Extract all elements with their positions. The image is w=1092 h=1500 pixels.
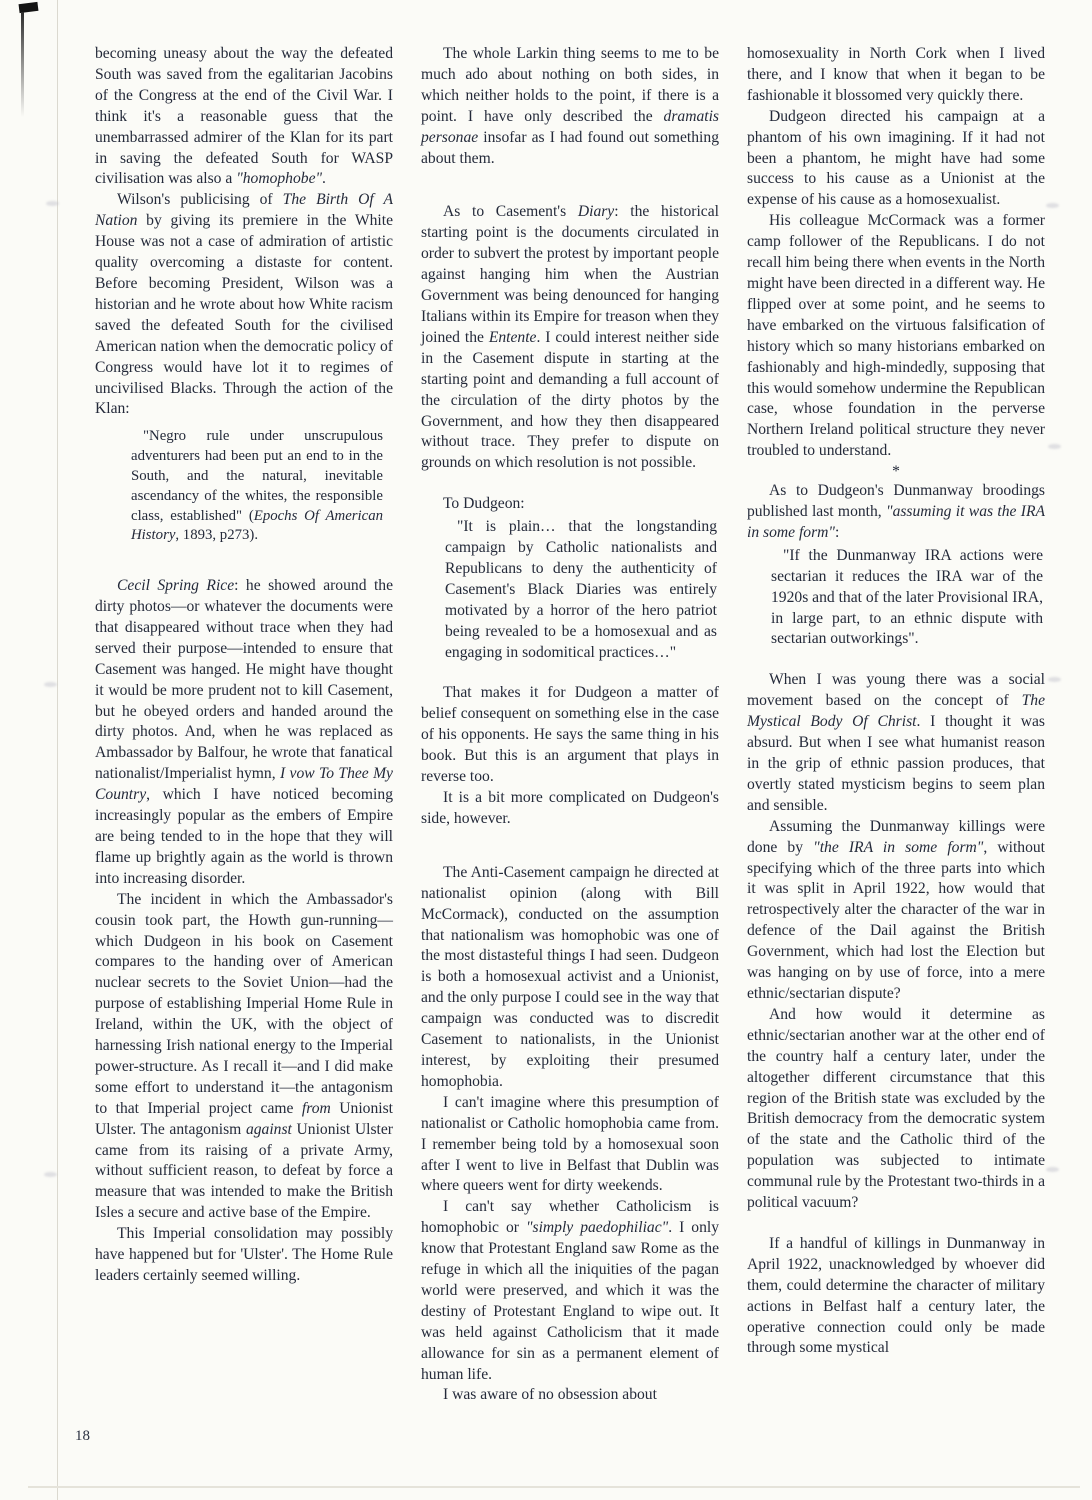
paragraph: His colleague McCormack was a former camp follower of the Republicans. I do not recall him being there when events in the North might have been directed in a different way. He flipped over at some point, and he seems to have embarked on the virtuous falsification of history which so many historians embarked on fashionably and high-mindedly, supposing that this would somehow undermine the Republican case, whose foundation in the perverse Northern Ireland political structure they never troubled to understand. — [747, 212, 1045, 460]
text-column-1 — [95, 44, 393, 1406]
paragraph: That makes it for Dudgeon a matter of belief consequent on something else in the case of his opponents. He says the same thing in his book. But this is an argument that plays in reverse too. — [421, 684, 719, 786]
section-separator: * — [892, 463, 900, 481]
paragraph: As to Dudgeon's Dunmanway broodings published last month, "assuming it was the IRA in some form": — [747, 482, 1045, 541]
paragraph: The Anti-Casement campaign he directed at nationalist opinion (along with Bill McCormack), conducted on the assumption that nationalism was homophobic was one of the most distasteful things I had seen. Dudgeon is both a homosexual activist and a Unionist, and the only purpose I could see in the way that campaign was conducted was to discredit Casement to nationalists, in the Unionist interest, by exploiting their presumed homophobia. — [421, 863, 719, 1090]
paragraph: Assuming the Dunmanway killings were done by "the IRA in some form", without specifying which of the three parts into which it was split in April 1922, how would that retrospectively alter the character of the war in defence of the Dail against the British Government, which had lost the Election but was hanging on by use of force, into a mere ethnic/sectarian dispute? — [747, 817, 1046, 1002]
block-quote: "Negro rule under unscrupulous adventurers had been put an end to in the South, and the natural, inevitable ascendancy of the whites, the responsible class, established" (Epochs Of American History, 1893, p273). — [131, 428, 383, 544]
page-edge-line — [57, 0, 58, 1500]
pencil-mark — [1046, 203, 1059, 208]
paragraph: Dudgeon directed his campaign at a phantom of his own imagining. If it had not been a phantom, he might have had some success to his cause as a Unionist at the expense of his cause as a homosexualist. — [747, 107, 1045, 209]
page-number: 18 — [75, 1428, 90, 1444]
paragraph: I was aware of no obsession about — [443, 1386, 657, 1404]
pencil-mark — [46, 201, 59, 206]
paragraph: The incident in which the Ambassador's cousin took part, the Howth gun-running—which Dudgeon in his book on Casement compares to the handing over of American nuclear secrets to the Soviet Union—had the purpose of establishing Imperial Home Rule in Ireland, within the UK, with the object of harnessing Irish national energy to the Imperial power-structure. As I recall it—and I did make some effort to understand it—the antagonism to that Imperial project came from Unionist Ulster. The antagonism against Unionist Ulster came from its raising of a private Army, without sufficient reason, to defeat by force a measure that was intended to make the British Isles a secure and active base of the Empire. — [95, 890, 393, 1222]
paragraph: The whole Larkin thing seems to me to be much ado about nothing on both sides, in which neither holds to the point, if there is a point. I have only described the dramatis personae insofar as I had found out something about them. — [421, 45, 719, 167]
block-quote: "It is plain… that the longstanding campaign by Catholic nationalists and Republicans to deny the authenticity of Casement's Black Diaries was entirely motivated by a horror of the hero patriot being revealed to be a homosexual and as engaging in sodomitical practices…" — [445, 518, 717, 661]
paragraph: This Imperial consolidation may possibly have happened but for 'Ulster'. The Home Rule leaders certainly seemed willing. — [95, 1225, 393, 1284]
paragraph: Wilson's publicising of The Birth Of A Nation by giving its premiere in the White House was not a case of admiration of artistic quality overcoming a distaste for content. Before becoming President, Wilson was a historian and he wrote about how White racism saved the defeated South for the civilised American nation when the democratic policy of Congress would have lot it to regimes of uncivilised Blacks. Through the action of the Klan: — [95, 191, 393, 418]
text-column-2 — [421, 44, 719, 1406]
paragraph: homosexuality in North Cork when I lived there, and I know that when it began to be fashionable it blossomed very quickly there. — [747, 45, 1045, 104]
paragraph: It is a bit more complicated on Dudgeon's side, however. — [421, 789, 719, 827]
quote-attribution-label: To Dudgeon: — [443, 495, 525, 513]
pencil-mark — [1048, 677, 1061, 682]
pencil-mark — [44, 1172, 57, 1177]
pencil-mark — [44, 682, 57, 687]
paragraph: Cecil Spring Rice: he showed around the dirty photos—or whatever the documents were that disappeared without trace when they had served their purpose—intended to ensure that Casement was hanged. He might have thought it would be more prudent not to kill Casement, but he obeyed orders and handed around the dirty photos. And, when he was replaced as Ambassador by Balfour, he wrote that fanatical nationalist/Imperialist hymn, I vow To Thee My Country, which I have noticed becoming increasingly popular as the embers of Empire are being tended to in the hope that they will flame up brightly again as the world is thrown into increasing disorder. — [95, 577, 394, 887]
pencil-mark — [1046, 1167, 1059, 1172]
paragraph: If a handful of killings in Dunmanway in April 1922, unacknowledged by whoever did them, could determine the character of military actions in Belfast half a century later, the operative connection could only be made through some mystical — [747, 1234, 1045, 1357]
block-quote: "If the Dunmanway IRA actions were sectarian it reduces the IRA war of the 1920s and that of the later Provisional IRA, in large part, to an ethnic dispute with sectarian outworkings". — [771, 546, 1043, 648]
paragraph: I can't say whether Catholicism is homophobic or "simply paedophiliac". I only know that Protestant England saw Rome as the refuge in which all the iniquities of the pagan world were preserved, and which it was the destiny of Protestant England to wipe out. It was held against Catholicism that it made allowance for sin as a permanent element of human life. — [421, 1198, 719, 1383]
paragraph: becoming uneasy about the way the defeated South was saved from the egalitarian Jacobins of the Congress at the end of the Civil War. I think it's a reasonable guess that the unembarrassed admirer of the Klan for its part in saving the defeated South for WASP civilisation was also a "homophobe". — [95, 45, 393, 188]
scan-corner-mark-tail — [21, 12, 24, 117]
paragraph: I can't imagine where this presumption of nationalist or Catholic homophobia came from. I remember being told by a homosexual soon after I went to live in Belfast that Dublin was where queers went for dirty weekends. — [421, 1093, 719, 1195]
paragraph: And how would it determine as ethnic/sectarian another war at the other end of the country half a century later, under the altogether different circumstance that this region of the British state was excluded by the British democracy from the democratic system of the state and the Catholic third of the population was subjected to intimate communal rule by the Protestant two-thirds in a political vacuum? — [747, 1005, 1045, 1212]
paragraph: When I was young there was a social movement based on the concept of The Mystical Body Of Christ. I thought it was absurd. But when I see what humanist reason in the grip of ethnic passion produces, that overtly stated mysticism begins to seem plan and sensible. — [747, 671, 1045, 814]
text-column-3 — [747, 44, 1045, 1406]
paragraph: As to Casement's Diary: the historical starting point is the documents circulated in order to subvert the protest by important people against hanging him when the Austrian Government was being denounced for hanging Italians within its Empire for treason when they joined the Entente. I could interest neither side in the Casement dispute in starting at the starting point and demanding a full account of the circulation of the dirty photos by the Government, and how they then disappeared without trace. They prefer to dispute on grounds on which resolution is not possible. — [421, 203, 719, 472]
scan-bottom-shadow — [28, 1486, 1080, 1488]
article-text-columns — [95, 44, 1045, 1406]
pencil-mark — [1048, 444, 1061, 449]
